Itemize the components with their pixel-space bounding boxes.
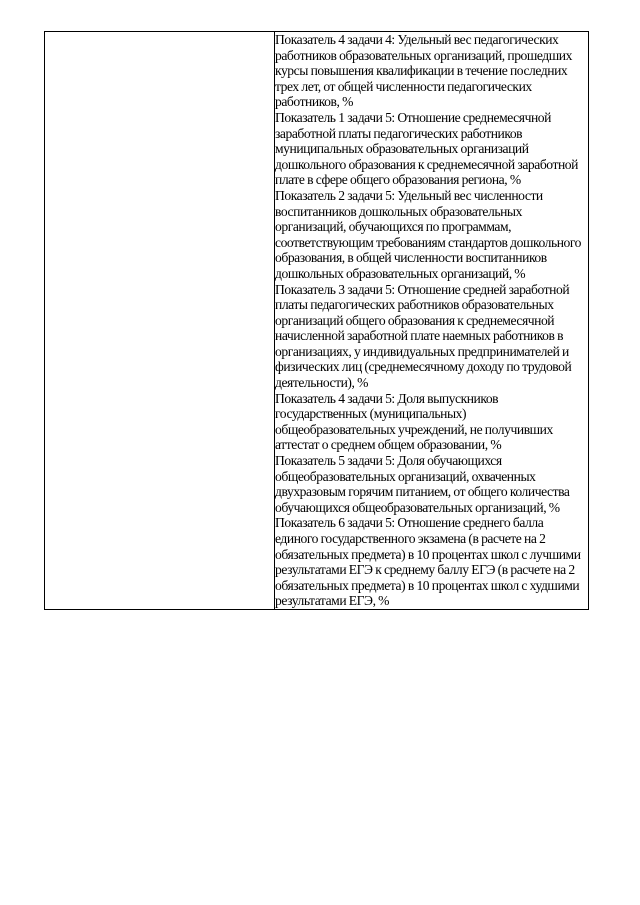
indicators-table	[44, 31, 589, 610]
indicator-2-task-5: Показатель 2 задачи 5: Удельный вес численности воспитанников дошкольных образовательных организаций, обучающихся по программам, соответствующим требованиям стандартов дошкольного образования, в общей численности воспитанников дошкольных образовательных организаций, %	[275, 187, 582, 281]
indicator-4-task-4: Показатель 4 задачи 4: Удельный вес педагогических работников образовательных организаций, прошедших курсы повышения квалификации в течение последних трех лет, от общей численности педагогических работников, %	[275, 32, 572, 110]
table-cell-left	[45, 32, 275, 610]
table-cell-indicators	[275, 32, 589, 610]
table-row	[45, 32, 589, 610]
indicator-1-task-5: Показатель 1 задачи 5: Отношение среднемесячной заработной платы педагогических работников муниципальных образовательных организаций дошкольного образования к среднемесячной заработной плате в сфере общего образования региона, %	[275, 109, 578, 188]
indicator-4-task-5: Показатель 4 задачи 5: Доля выпускников государственных (муниципальных) общеобразовательных учреждений, не получивших аттестат о среднем общем образовании, %	[275, 390, 553, 453]
indicator-5-task-5: Показатель 5 задачи 5: Доля обучающихся общеобразовательных организаций, охваченных двухразовым горячим питанием, от общего количества обучающихся общеобразовательных организаций, %	[275, 453, 570, 515]
indicator-3-task-5: Показатель 3 задачи 5: Отношение средней заработной платы педагогических работников образовательных организаций общего образования к среднемесячной начисленной заработной плате наемных работников в организациях, у индивидуальных предпринимателей и физических лиц (среднемесячному доходу по трудовой деятельности), %	[275, 281, 572, 391]
indicator-6-task-5: Показатель 6 задачи 5: Отношение среднего балла единого государственного экзамена (в расчете на 2 обязательных предмета) в 10 процентах школ с лучшими результатами ЕГЭ к среднему баллу ЕГЭ (в расчете на 2 обязательных предмета) в 10 процентах школ с худшими результатами ЕГЭ, %	[275, 515, 581, 609]
